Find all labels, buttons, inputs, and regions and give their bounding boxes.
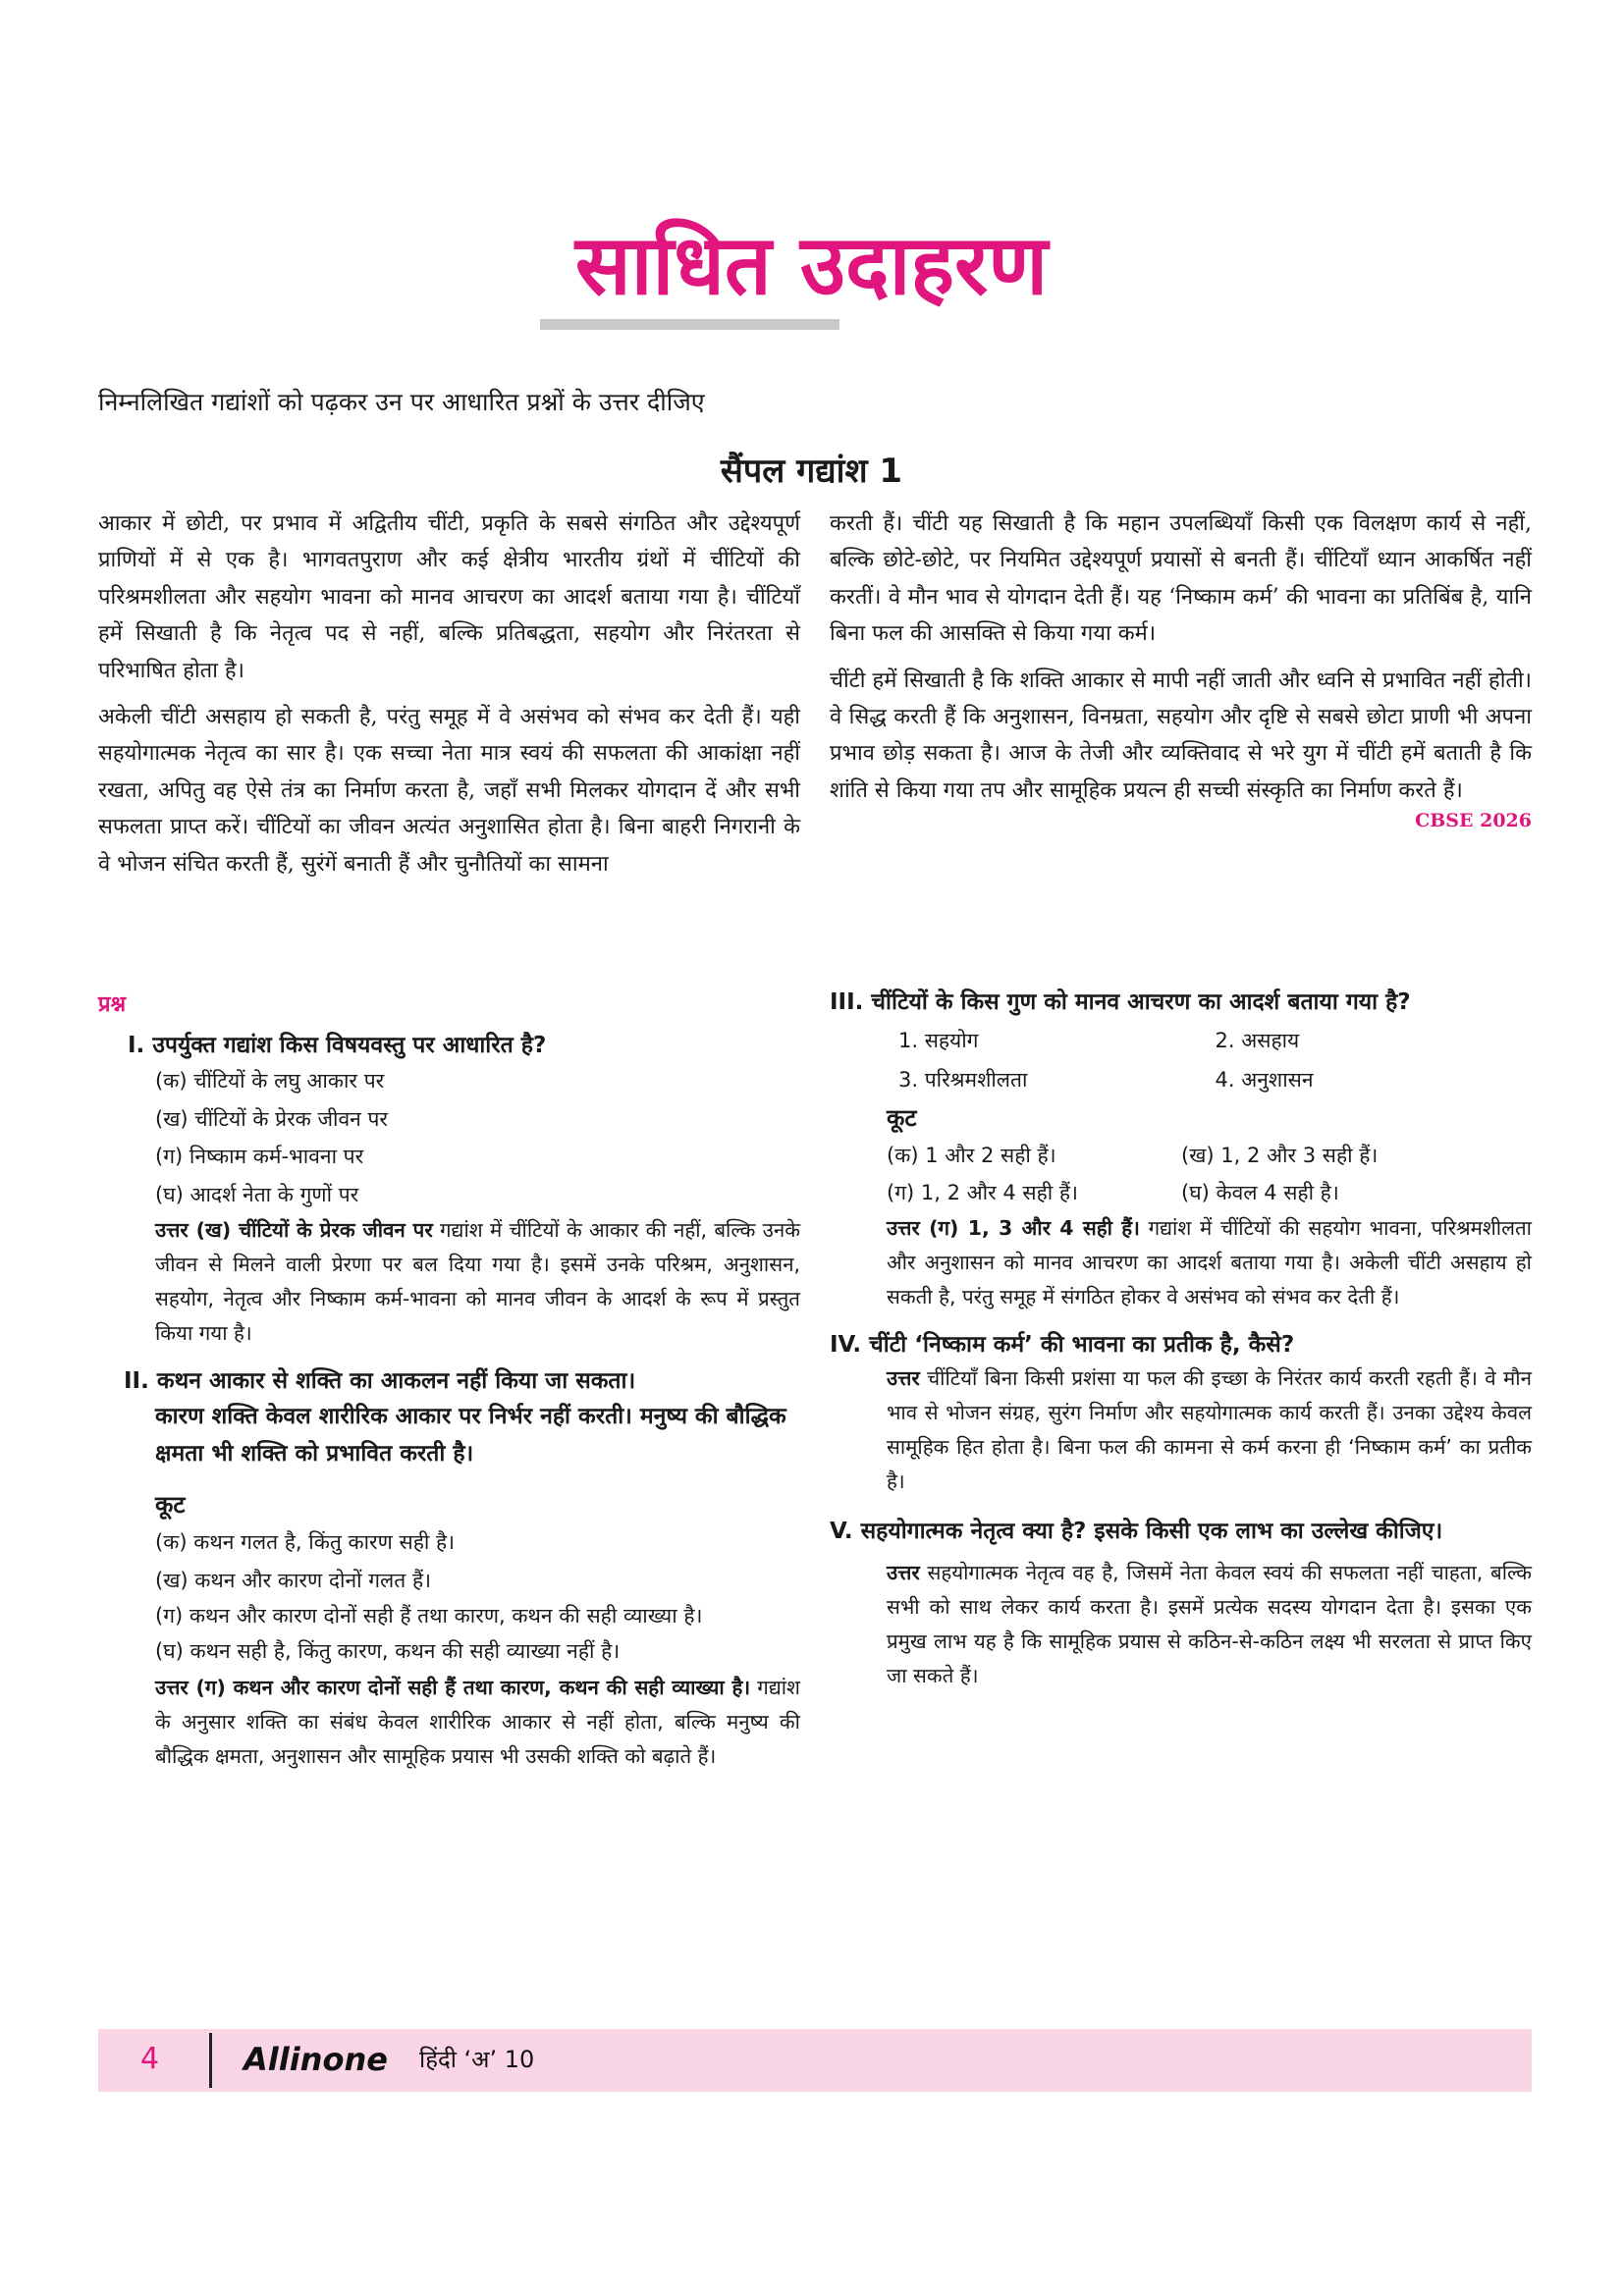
questions-label: प्रश्न	[98, 992, 127, 1017]
answer	[830, 1362, 1532, 1499]
answer-label: उत्तर	[887, 1366, 920, 1390]
answer-text: गद्यांश में चींटियों के आकार की नहीं, बल्कि उनके जीवन से मिलने वाली प्रेरणा पर बल दिया गया है। इसमें उनके परिश्रम, अनुशासन, सहयोग, नेतृत्व और निष्काम कर्म-भावना को मानव जीवन के आदर्श के रूप में प्रस्तुत किया गया है।	[155, 1218, 800, 1345]
answer-text: सहयोगात्मक नेतृत्व वह है, जिसमें नेता केवल स्वयं की सफलता नहीं चाहता, बल्कि सभी को साथ लेकर कार्य करता है। इसमें प्रत्येक सदस्य योगदान देता है। इसका एक प्रमुख लाभ यह है कि सामूहिक प्रयास से कठिन-से-कठिन लक्ष्य भी सरलता से प्राप्त किए जा सकते हैं।	[887, 1561, 1532, 1687]
passage-paragraph-1: आकार में छोटी, पर प्रभाव में अद्वितीय चींटी, प्रकृति के सबसे संगठित और उद्देश्यपूर्ण प्राणियों में से एक है। भागवतपुराण और कई क्षेत्रीय भारतीय ग्रंथों में चींटियों की परिश्रमशीलता और सहयोग भावना को मानव आचरण का आदर्श बताया गया है। चींटियाँ हमें सिखाती है कि नेतृत्व पद से नहीं, बल्कि प्रतिबद्धता, सहयोग और निरंतरता से परिभाषित होता है।	[98, 511, 800, 683]
answer-text: चींटियाँ बिना किसी प्रशंसा या फल की इच्छा के निरंतर कार्य करती रहती हैं। वे मौन भाव से भोजन संग्रह, सुरंग निर्माण और सहयोगात्मक कार्य करती हैं। उनका उद्देश्य केवल सामूहिक हित होता है। बिना फल की कामना से कर्म करना ही ‘निष्काम कर्म’ का प्रतीक है।	[887, 1366, 1532, 1493]
answer-text: गद्यांश में चींटियों की सहयोग भावना, परिश्रमशीलता और अनुशासन को मानव आचरण का आदर्श बताया गया है। अकेली चींटी असहाय हो सकती है, परंतु समूह में संगठित होकर वे असंभव को संभव कर देती हैं।	[887, 1216, 1532, 1308]
option: (क) कथन गलत है, किंतु कारण सही है।	[155, 1530, 456, 1554]
question-4	[830, 1328, 1532, 1499]
page-number: 4	[140, 2042, 160, 2076]
item: 1. सहयोग	[898, 1029, 979, 1052]
question-number: III.	[830, 989, 872, 1015]
question-3	[830, 984, 1532, 1314]
answer	[830, 1211, 1532, 1314]
kut-label: कूट	[887, 1104, 917, 1132]
question-1	[98, 1029, 800, 1351]
option: (ग) कथन और कारण दोनों सही हैं तथा कारण, कथन की सही व्याख्या है।	[155, 1604, 703, 1628]
question-2	[98, 1364, 800, 1774]
option: (घ) केवल 4 सही है।	[1181, 1181, 1339, 1204]
question-text: सहयोगात्मक नेतृत्व क्या है? इसके किसी एक लाभ का उल्लेख कीजिए।	[860, 1519, 1443, 1544]
passage-left-column	[98, 506, 800, 892]
passage-paragraph-3: करती हैं। चींटी यह सिखाती है कि महान उपलब्धियाँ किसी एक विलक्षण कार्य से नहीं, बल्कि छोटे-छोटे, पर नियमित उद्देश्यपूर्ण प्रयासों से बनती हैं। चींटियाँ ध्यान आकर्षित नहीं करतीं। वे मौन भाव से योगदान देती हैं। यह ‘निष्काम कर्म’ की भावना का प्रतिबिंब है, यानि बिना फल की आसक्ति से किया गया कर्म।	[830, 511, 1532, 647]
answer-text: गद्यांश के अनुसार शक्ति का संबंध केवल शारीरिक आकार से नहीं होता, बल्कि मनुष्य की बौद्धिक क्षमता, अनुशासन और सामूहिक प्रयास भी उसकी शक्ति को बढ़ाते हैं।	[155, 1675, 800, 1768]
answer-label: उत्तर	[887, 1561, 920, 1584]
answer	[98, 1213, 800, 1351]
book-title: हिंदी ‘अ’ 10	[419, 2046, 535, 2073]
answer-label: उत्तर (ग) 1, 3 और 4 सही हैं।	[887, 1216, 1140, 1240]
option: (ख) कथन और कारण दोनों गलत हैं।	[155, 1568, 432, 1592]
option: (घ) आदर्श नेता के गुणों पर	[155, 1182, 359, 1206]
question-text: उपर्युक्त गद्यांश किस विषयवस्तु पर आधारित है?	[152, 1033, 547, 1058]
source-tag: CBSE 2026	[1415, 810, 1532, 832]
reason-text: कारण शक्ति केवल शारीरिक आकार पर निर्भर नहीं करती। मनुष्य की बौद्धिक क्षमता भी शक्ति को प्रभावित करती है।	[155, 1404, 786, 1467]
kut-label: कूट	[155, 1491, 186, 1519]
option: (क) 1 और 2 सही हैं।	[887, 1144, 1056, 1167]
passage-paragraph-4: चींटी हमें सिखाती है कि शक्ति आकार से मापी नहीं जाती और ध्वनि से प्रभावित नहीं होती। वे सिद्ध करती हैं कि अनुशासन, विनम्रता, सहयोग और दृष्टि से सबसे छोटा प्राणी भी अपना प्रभाव छोड़ सकता है। आज के तेजी और व्यक्तिवाद से भरे युग में चींटी हमें बताती है कि शांति से किया गया तप और सामूहिक प्रयत्न ही सच्ची संस्कृति का निर्माण करते हैं।	[830, 667, 1532, 803]
questions-left-column	[98, 989, 800, 1774]
answer-label: उत्तर (ग) कथन और कारण दोनों सही हैं तथा कारण, कथन की सही व्याख्या है।	[155, 1675, 751, 1699]
passage-paragraph-2: अकेली चींटी असहाय हो सकती है, परंतु समूह में वे असंभव को संभव कर देती हैं। यही सहयोगात्मक नेतृत्व का सार है। एक सच्चा नेता मात्र स्वयं की सफलता की आकांक्षा नहीं रखता, अपितु वह ऐसे तंत्र का निर्माण करता है, जहाँ सभी मिलकर योगदान दें और सभी सफलता प्राप्त करें। चींटियों का जीवन अत्यंत अनुशासित होता है। बिना बाहरी निगरानी के वे भोजन संचित करती हैं, सुरंगें बनाती हैं और चुनौतियों का सामना	[98, 705, 800, 877]
passage-title: सैंपल गद्यांश 1	[720, 452, 903, 491]
option: (ख) 1, 2 और 3 सही हैं।	[1181, 1144, 1379, 1167]
question-number: IV.	[830, 1332, 870, 1358]
option: (ख) चींटियों के प्रेरक जीवन पर	[155, 1106, 389, 1131]
question-number: V.	[830, 1519, 861, 1544]
title-underline	[540, 319, 839, 330]
passage-right-column	[830, 506, 1532, 832]
item: 2. असहाय	[1215, 1029, 1300, 1052]
question-5	[830, 1513, 1532, 1693]
option: (घ) कथन सही है, किंतु कारण, कथन की सही व्याख्या नहीं है।	[155, 1639, 621, 1663]
question-text: चींटी ‘निष्काम कर्म’ की भावना का प्रतीक है, कैसे?	[869, 1332, 1295, 1358]
instruction-text: निम्नलिखित गद्यांशों को पढ़कर उन पर आधारित प्रश्नों के उत्तर दीजिए	[98, 388, 705, 416]
footer-divider	[209, 2033, 212, 2088]
brand-logo: Allinone	[243, 2041, 388, 2078]
option: (ग) 1, 2 और 4 सही हैं।	[887, 1181, 1078, 1204]
question-text: चींटियों के किस गुण को मानव आचरण का आदर्श बताया गया है?	[871, 989, 1411, 1015]
page-title: साधित उदाहरण	[574, 217, 1049, 313]
questions-right-column	[830, 984, 1532, 1693]
answer	[830, 1556, 1532, 1693]
item: 4. अनुशासन	[1215, 1068, 1314, 1092]
question-number: II.	[124, 1368, 157, 1394]
question-number: I.	[128, 1033, 153, 1058]
answer	[98, 1671, 800, 1774]
option: (क) चींटियों के लघु आकार पर	[155, 1069, 385, 1093]
question-text: कथन आकार से शक्ति का आकलन नहीं किया जा सकता।	[156, 1368, 636, 1394]
item: 3. परिश्रमशीलता	[898, 1068, 1028, 1092]
answer-label: उत्तर (ख) चींटियों के प्रेरक जीवन पर	[155, 1218, 433, 1242]
option: (ग) निष्काम कर्म-भावना पर	[155, 1145, 364, 1168]
